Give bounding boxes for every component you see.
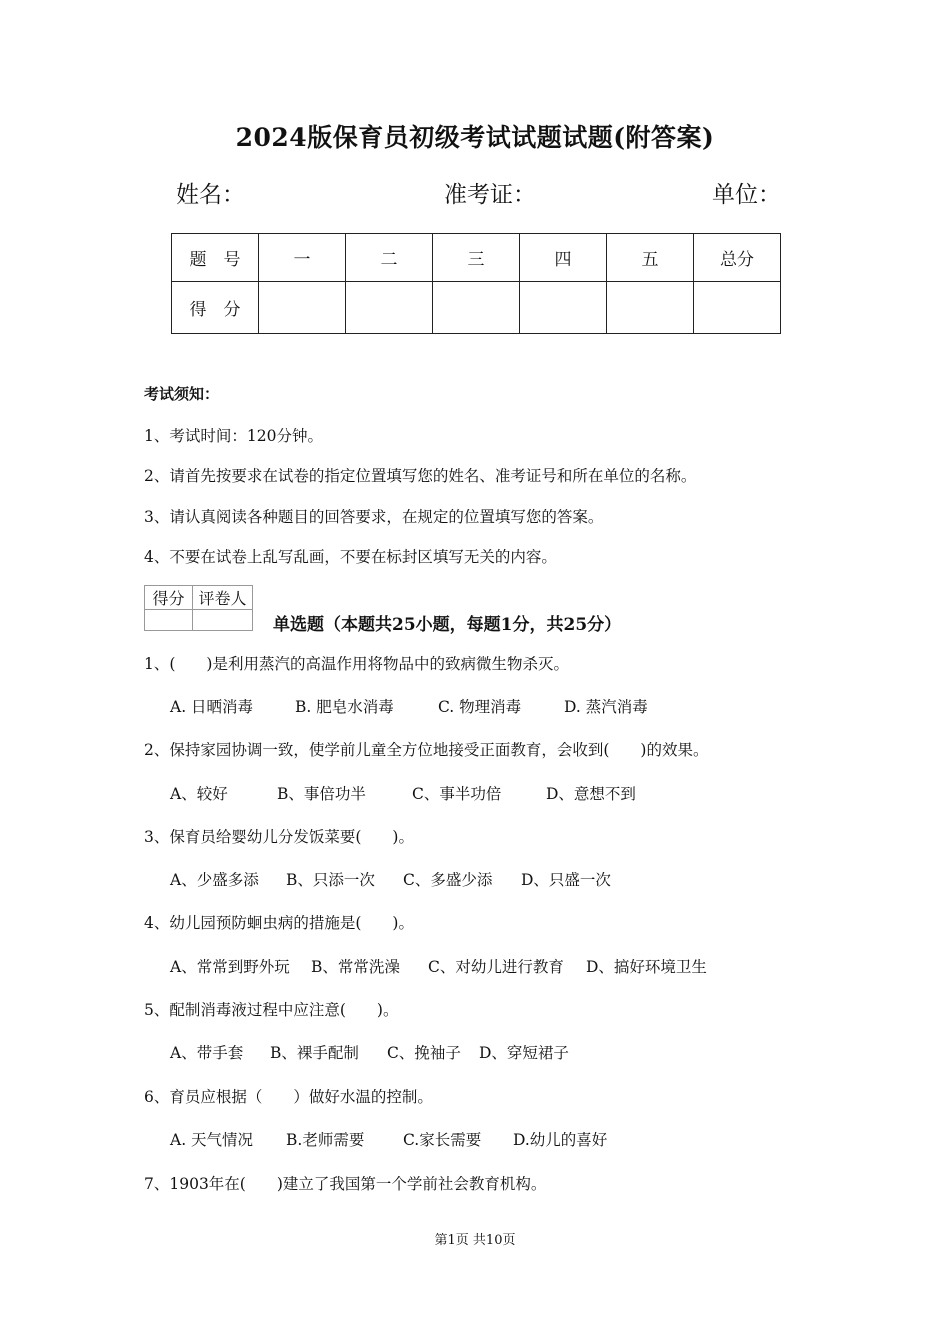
option[interactable]: A、较好 bbox=[170, 785, 228, 803]
option[interactable]: D.幼儿的喜好 bbox=[513, 1131, 608, 1149]
score-table bbox=[171, 233, 781, 334]
name-label: 姓名： bbox=[176, 182, 245, 208]
option[interactable]: C、事半功倍 bbox=[412, 785, 502, 803]
question-stem: 1、( )是利用蒸汽的高温作用将物品中的致病微生物杀灭。 bbox=[144, 655, 569, 673]
question-stem: 4、幼儿园预防蛔虫病的措施是( )。 bbox=[144, 914, 414, 932]
question-stem: 6、育员应根据（ ）做好水温的控制。 bbox=[144, 1088, 433, 1106]
score-header-cell: 总分 bbox=[694, 234, 781, 282]
score-header-cell: 四 bbox=[520, 234, 607, 282]
section-heading: 单选题（本题共25小题，每题1分，共25分） bbox=[273, 615, 622, 635]
exam-title: 2024版保育员初级考试试题试题(附答案) bbox=[235, 123, 715, 152]
option[interactable]: C、挽袖子 bbox=[387, 1044, 461, 1062]
notice-item: 4、不要在试卷上乱写乱画，不要在标封区填写无关的内容。 bbox=[144, 548, 557, 566]
question-options bbox=[170, 1128, 607, 1150]
option[interactable]: D. 蒸汽消毒 bbox=[564, 698, 648, 716]
score-row-label: 得 分 bbox=[172, 282, 259, 334]
score-header-cell: 五 bbox=[607, 234, 694, 282]
question-stem: 7、1903年在( )建立了我国第一个学前社会教育机构。 bbox=[144, 1175, 547, 1193]
option[interactable]: C. 物理消毒 bbox=[438, 698, 522, 716]
option[interactable]: A、常常到野外玩 bbox=[170, 958, 290, 976]
score-cell[interactable] bbox=[607, 282, 694, 334]
option[interactable]: D、只盛一次 bbox=[521, 871, 611, 889]
score-table-header-row bbox=[172, 234, 781, 282]
option[interactable]: C.家长需要 bbox=[403, 1131, 482, 1149]
option[interactable]: B、裸手配制 bbox=[270, 1044, 359, 1062]
option[interactable]: D、搞好环境卫生 bbox=[586, 958, 707, 976]
notice-heading: 考试须知： bbox=[144, 385, 220, 403]
option[interactable]: A、少盛多添 bbox=[170, 871, 259, 889]
option[interactable]: A. 天气情况 bbox=[170, 1131, 254, 1149]
option[interactable]: B、事倍功半 bbox=[277, 785, 366, 803]
option[interactable]: D、意想不到 bbox=[546, 785, 636, 803]
option[interactable]: A、带手套 bbox=[170, 1044, 244, 1062]
score-cell[interactable] bbox=[694, 282, 781, 334]
option[interactable]: C、对幼儿进行教育 bbox=[428, 958, 564, 976]
grader-box bbox=[144, 585, 253, 631]
score-header-cell: 二 bbox=[346, 234, 433, 282]
score-cell[interactable] bbox=[259, 282, 346, 334]
question-stem: 3、保育员给婴幼儿分发饭菜要( )。 bbox=[144, 828, 414, 846]
score-header-cell: 题 号 bbox=[172, 234, 259, 282]
question-stem: 5、配制消毒液过程中应注意( )。 bbox=[144, 1001, 399, 1019]
option[interactable]: C、多盛少添 bbox=[403, 871, 493, 889]
score-header-cell: 三 bbox=[433, 234, 520, 282]
question-options bbox=[170, 782, 636, 804]
option[interactable]: D、穿短裙子 bbox=[479, 1044, 569, 1062]
notice-item: 2、请首先按要求在试卷的指定位置填写您的姓名、准考证号和所在单位的名称。 bbox=[144, 467, 697, 485]
score-cell[interactable] bbox=[520, 282, 607, 334]
unit-label: 单位： bbox=[712, 182, 781, 208]
score-cell[interactable] bbox=[433, 282, 520, 334]
score-header-cell: 一 bbox=[259, 234, 346, 282]
option[interactable]: B.老师需要 bbox=[286, 1131, 365, 1149]
question-options bbox=[170, 868, 611, 890]
question-stem: 2、保持家园协调一致，使学前儿童全方位地接受正面教育，会收到( )的效果。 bbox=[144, 741, 709, 759]
option[interactable]: B. 肥皂水消毒 bbox=[295, 698, 394, 716]
option[interactable]: A. 日晒消毒 bbox=[170, 698, 254, 716]
notice-item: 1、考试时间：120分钟。 bbox=[144, 427, 323, 445]
option[interactable]: B、常常洗澡 bbox=[311, 958, 400, 976]
exam-id-label: 准考证： bbox=[444, 182, 536, 208]
question-options bbox=[170, 955, 707, 977]
score-table-score-row bbox=[172, 282, 781, 334]
score-cell[interactable] bbox=[346, 282, 433, 334]
option[interactable]: B、只添一次 bbox=[286, 871, 375, 889]
question-options bbox=[170, 1041, 569, 1063]
grader-name-label: 评卷人 bbox=[193, 586, 253, 610]
page-footer: 第1页 共10页 bbox=[434, 1233, 516, 1248]
question-options bbox=[170, 695, 648, 717]
grader-name-cell[interactable] bbox=[193, 610, 253, 631]
grader-score-label: 得分 bbox=[145, 586, 193, 610]
notice-item: 3、请认真阅读各种题目的回答要求，在规定的位置填写您的答案。 bbox=[144, 508, 604, 526]
grader-score-cell[interactable] bbox=[145, 610, 193, 631]
